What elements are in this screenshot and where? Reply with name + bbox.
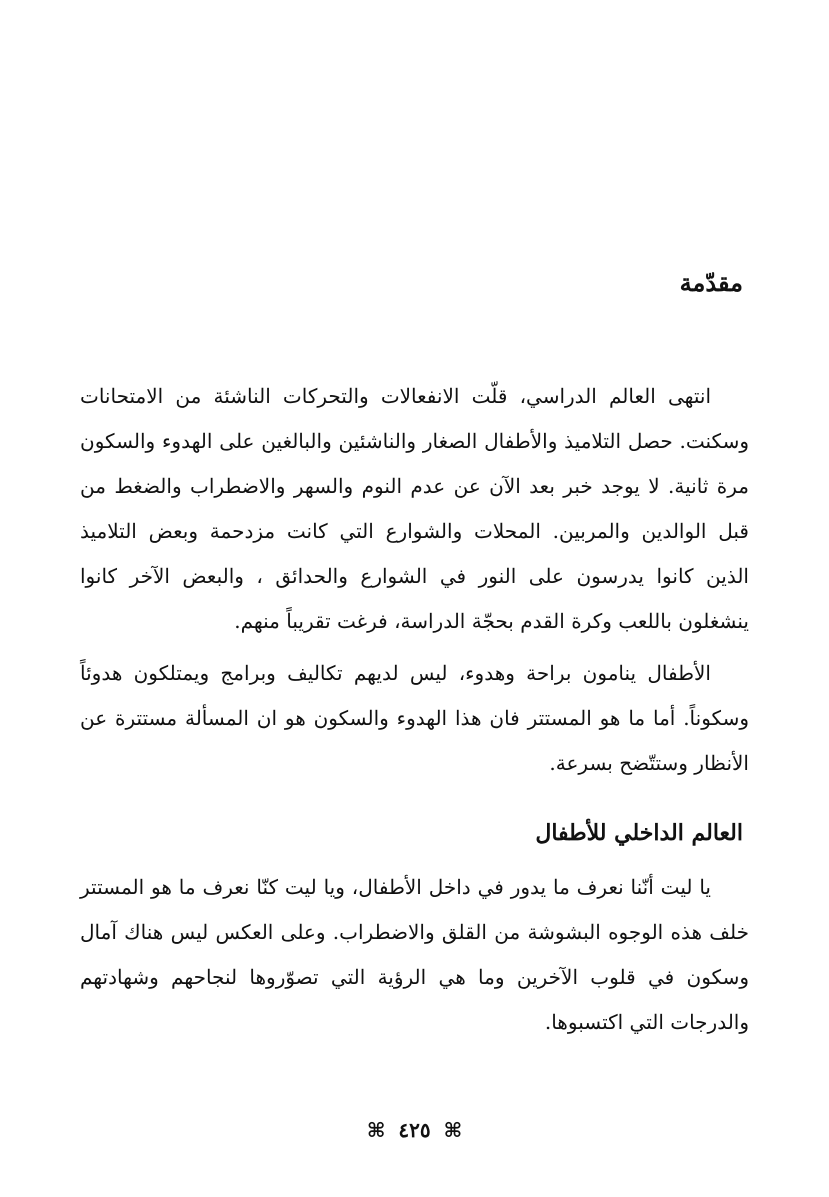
body-paragraph: الأطفال ينامون براحة وهدوء، ليس لديهم تكاليف وبرامج ويمتلكون هدوئاً وسكوناً. أما ما هو المستتر فان هذا الهدوء والسكون هو ان المسألة مستترة عن الأنظار وستتّضح بسرعة. bbox=[80, 661, 749, 775]
intro-paragraph-block bbox=[80, 651, 749, 786]
chapter-title: مقدّمة bbox=[679, 268, 743, 297]
section-paragraph-block bbox=[80, 865, 749, 1045]
ornament-icon: ⌘ bbox=[443, 1118, 463, 1142]
section-heading: العالم الداخلي للأطفال bbox=[535, 820, 743, 846]
intro-paragraph-block bbox=[80, 374, 749, 644]
page-number: ٤٢٥ bbox=[398, 1118, 431, 1142]
page-footer bbox=[0, 1115, 829, 1145]
body-paragraph: انتهى العالم الدراسي، قلّت الانفعالات والتحركات الناشئة من الامتحانات وسكنت. حصل التلاميذ والأطفال الصغار والناشئين والبالغين على الهدوء والسكون مرة ثانية. لا يوجد خبر بعد الآن عن عدم النوم والسهر والاضطراب والضغط من قبل الوالدين والمربين. المحلات والشوارع التي كانت مزدحمة وبعض التلاميذ الذين كانوا يدرسون على النور في الشوارع والحدائق ، والبعض الآخر كانوا ينشغلون باللعب وكرة القدم بحجّة الدراسة، فرغت تقريباً منهم. bbox=[80, 384, 749, 633]
body-paragraph: يا ليت أنّنا نعرف ما يدور في داخل الأطفال، ويا ليت كنّا نعرف ما هو المستتر خلف هذه الوجوه البشوشة من القلق والاضطراب. وعلى العكس ليس هناك آمال وسكون في قلوب الآخرين وما هي الرؤية التي تصوّروها لنجاحهم وشهادتهم والدرجات التي اكتسبوها. bbox=[80, 875, 749, 1034]
ornament-icon: ⌘ bbox=[366, 1118, 386, 1142]
